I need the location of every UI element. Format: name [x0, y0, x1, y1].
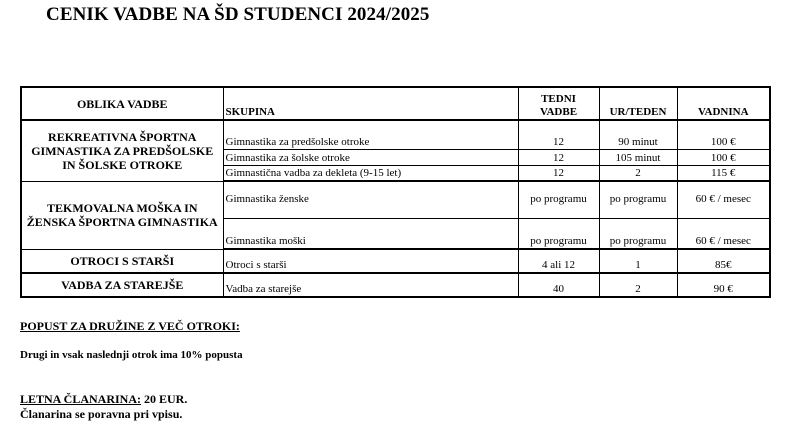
row-skupina: Gimnastika ženske — [223, 181, 518, 218]
group-rekreativna-name: REKREATIVNA ŠPORTNA GIMNASTIKA ZA PREDŠOLSKE IN ŠOLSKE OTROKE — [21, 120, 223, 181]
table-row — [21, 273, 770, 297]
row-skupina: Gimnastika za šolske otroke — [223, 149, 518, 165]
row-tedni: po programu — [518, 181, 599, 218]
row-ur: 105 minut — [599, 149, 677, 165]
page-title: CENIK VADBE NA ŠD STUDENCI 2024/2025 — [46, 4, 430, 25]
row-tedni: po programu — [518, 218, 599, 249]
row-vadnina: 115 € — [677, 165, 770, 181]
row-vadnina: 60 € / mesec — [677, 181, 770, 218]
group-starejse-name: VADBA ZA STAREJŠE — [21, 273, 223, 297]
group-tekmovalna-name: TEKMOVALNA MOŠKA IN ŽENSKA ŠPORTNA GIMNASTIKA — [21, 181, 223, 249]
row-tedni: 40 — [518, 273, 599, 297]
row-vadnina: 60 € / mesec — [677, 218, 770, 249]
discount-heading: POPUST ZA DRUŽINE Z VEČ OTROKI: — [20, 319, 240, 333]
row-tedni: 4 ali 12 — [518, 249, 599, 273]
row-tedni: 12 — [518, 120, 599, 149]
row-skupina: Otroci s starši — [223, 249, 518, 273]
row-vadnina: 90 € — [677, 273, 770, 297]
table-row — [21, 249, 770, 273]
table-row — [21, 181, 770, 218]
row-ur: 2 — [599, 165, 677, 181]
row-ur: 1 — [599, 249, 677, 273]
header-ur-teden: UR/TEDEN — [599, 87, 677, 120]
header-vadnina: VADNINA — [677, 87, 770, 120]
membership-line — [20, 392, 187, 407]
membership-label: LETNA ČLANARINA: — [20, 392, 142, 406]
price-table — [20, 86, 771, 298]
row-tedni: 12 — [518, 165, 599, 181]
row-skupina: Gimnastika moški — [223, 218, 518, 249]
row-ur: 90 minut — [599, 120, 677, 149]
row-skupina: Vadba za starejše — [223, 273, 518, 297]
header-skupina: SKUPINA — [223, 87, 518, 120]
discount-text: Drugi in vsak naslednji otrok ima 10% popusta — [20, 349, 243, 361]
row-ur: 2 — [599, 273, 677, 297]
row-tedni: 12 — [518, 149, 599, 165]
row-ur: po programu — [599, 218, 677, 249]
membership-value: 20 EUR. — [144, 392, 188, 406]
row-vadnina: 85€ — [677, 249, 770, 273]
row-ur: po programu — [599, 181, 677, 218]
table-header-row — [21, 87, 770, 120]
header-tedni-line1: TEDNI — [541, 93, 576, 105]
row-vadnina: 100 € — [677, 149, 770, 165]
header-tedni-vadbe — [518, 87, 599, 120]
row-skupina: Gimnastika za predšolske otroke — [223, 120, 518, 149]
row-vadnina: 100 € — [677, 120, 770, 149]
row-skupina: Gimnastična vadba za dekleta (9-15 let) — [223, 165, 518, 181]
header-tedni-line2: VADBE — [539, 106, 578, 118]
group-otroci-name: OTROCI S STARŠI — [21, 249, 223, 273]
membership-note: Članarina se poravna pri vpisu. — [20, 407, 183, 421]
header-oblika-vadbe: OBLIKA VADBE — [21, 87, 223, 120]
table-row — [21, 120, 770, 149]
